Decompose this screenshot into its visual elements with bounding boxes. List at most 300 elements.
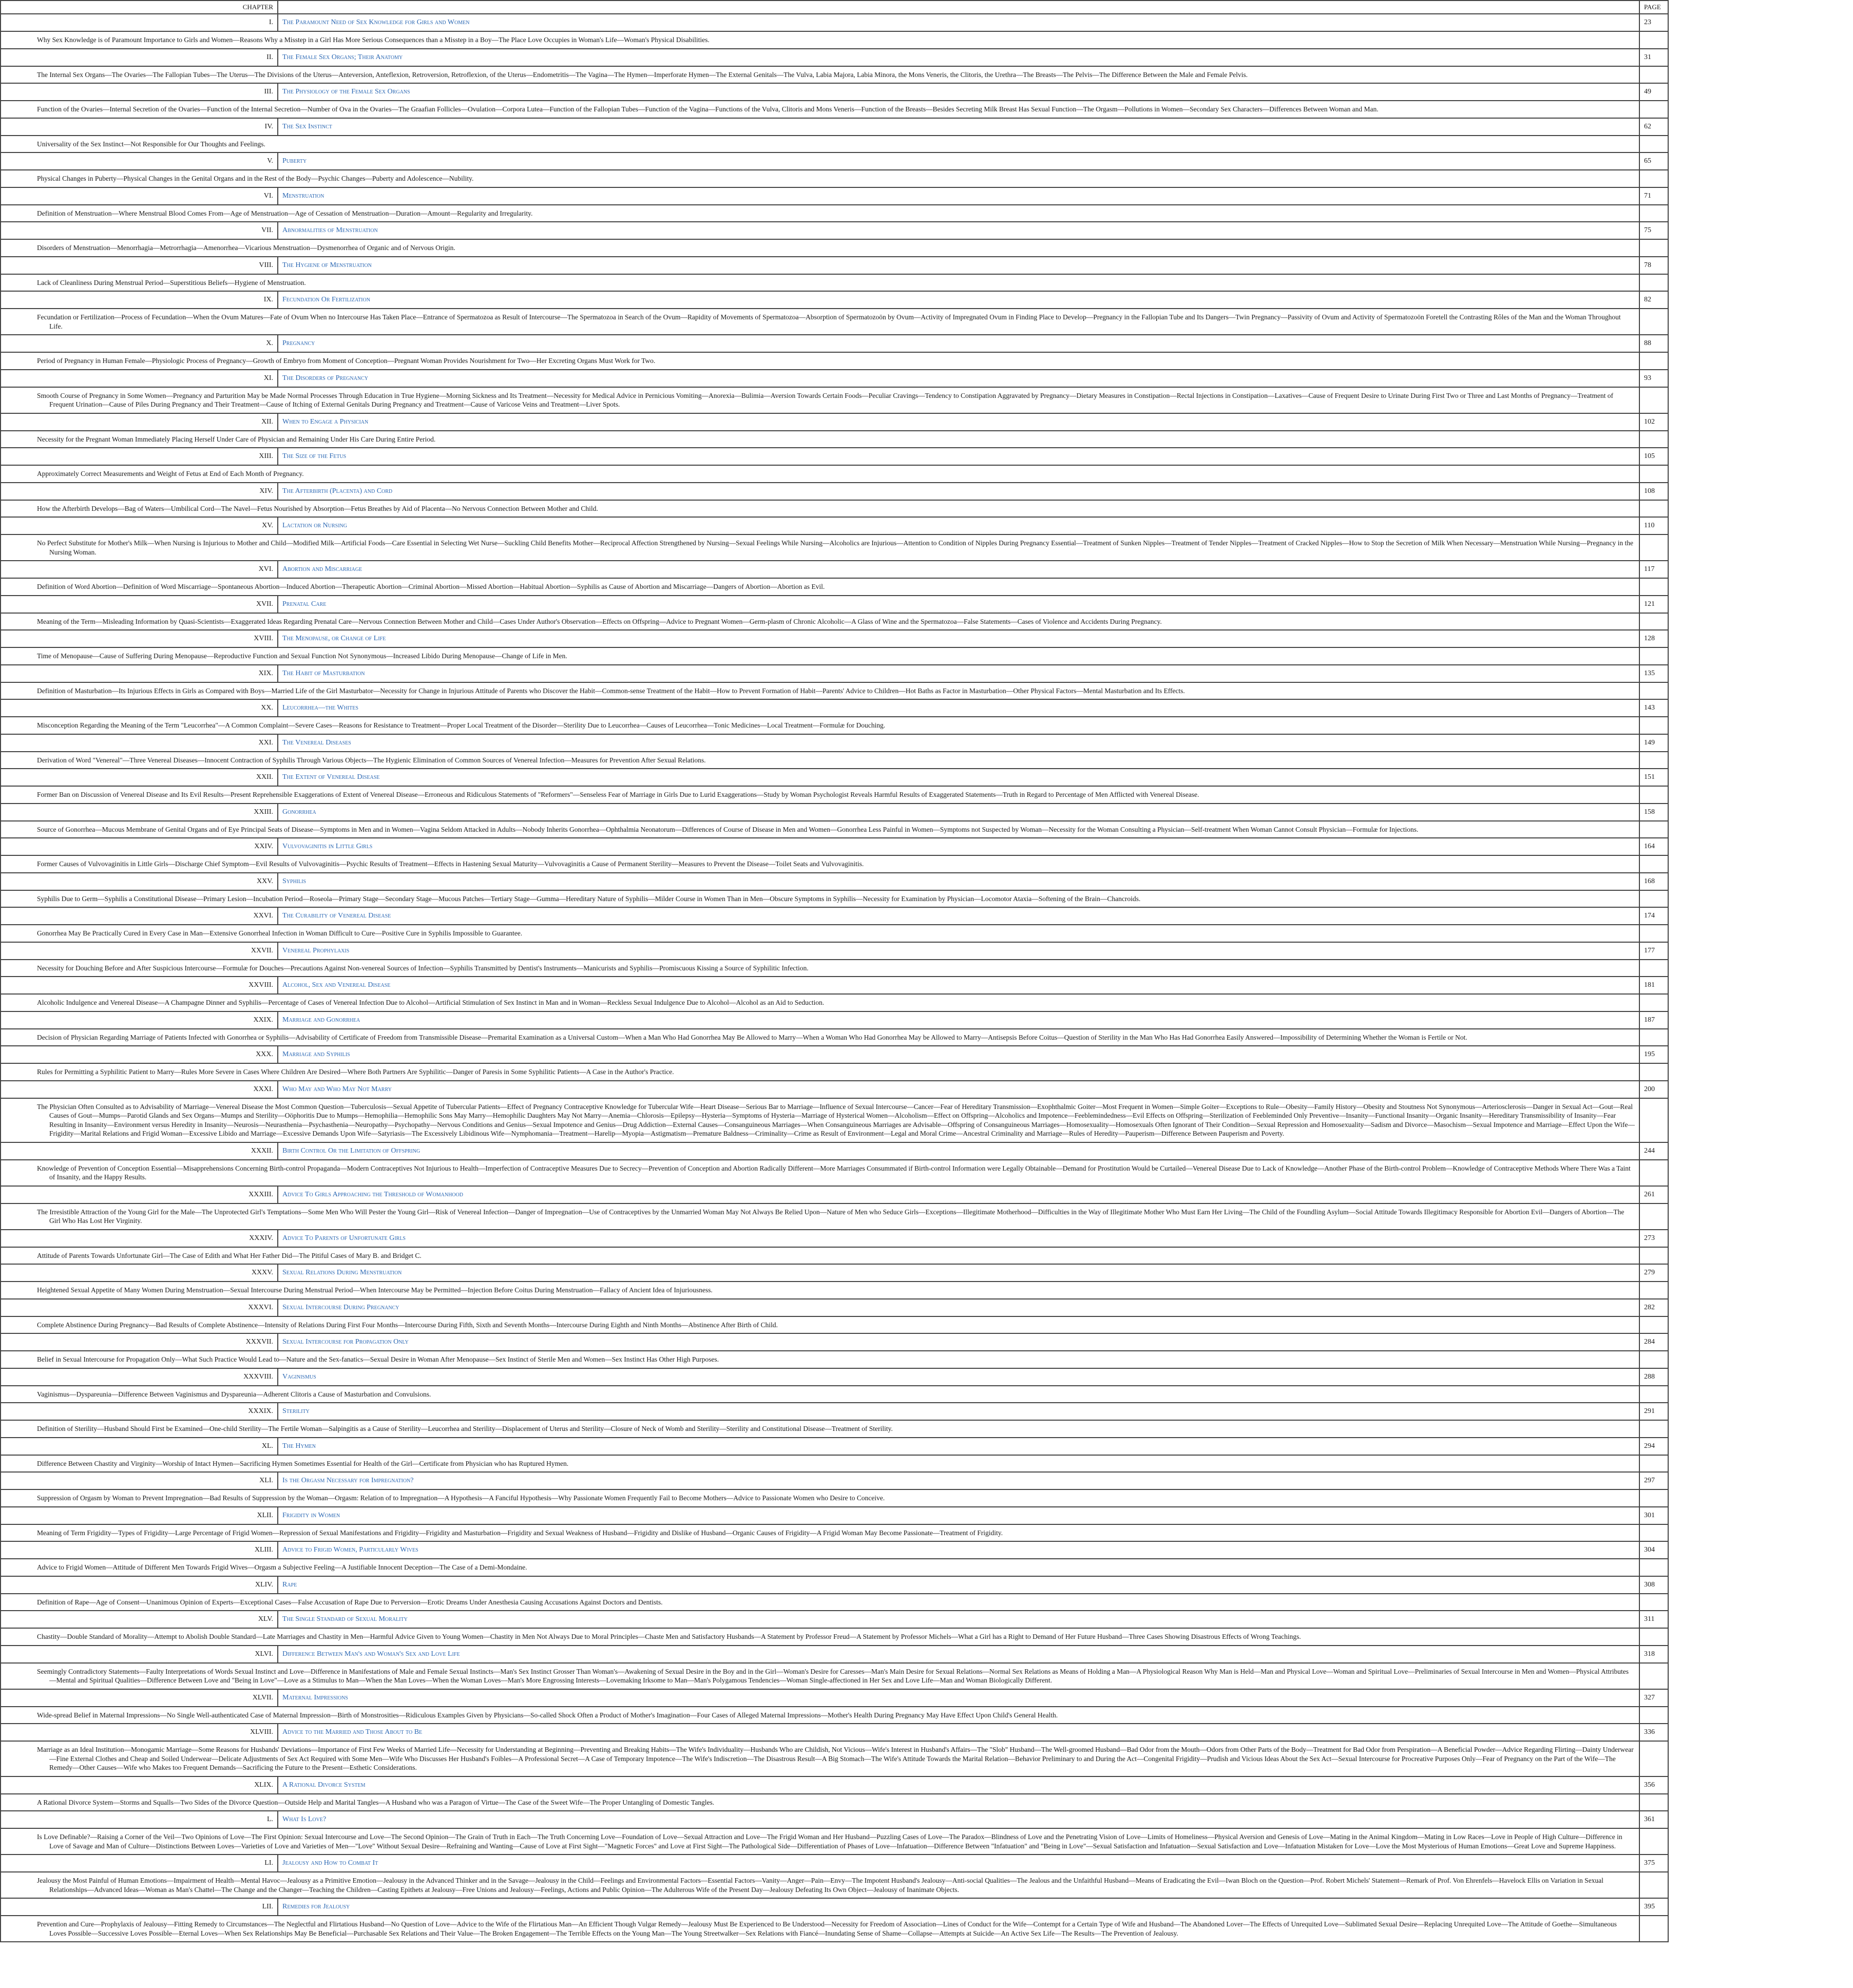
chapter-title-cell <box>278 291 1639 309</box>
chapter-row <box>1 699 1668 717</box>
chapter-row <box>1 804 1668 821</box>
chapter-number: XXXIV. <box>1 1230 278 1247</box>
chapter-summary: Necessity for the Pregnant Woman Immediately Placing Herself Under Care of Physician and Remaining Under His Care During Entire Period. <box>1 431 1639 448</box>
chapter-title-cell <box>278 1011 1639 1029</box>
chapter-title-link[interactable]: The Menopause, or Change of Life <box>282 635 386 642</box>
chapter-summary: Knowledge of Prevention of Conception Essential—Misapprehensions Concerning Birth-control Propaganda—Modern Contraceptives Not Injurious to Health—Imperfection of Contraceptive Measures Due to Secrecy—Prevention of Conception and Abortion Radically Different—More Marriages Consummated if Birth-control Information were Legally Obtainable—Demand for Prostitution Would be Curtailed—Venereal Disease Due to Lack of Knowledge—Another Phase of the Birth-control Problem—Knowledge of Contraceptive Methods Where There Was a Taint of Insanity, and the Happy Results. <box>1 1160 1639 1186</box>
empty-page-cell <box>1639 1872 1668 1898</box>
chapter-number: L. <box>1 1811 278 1828</box>
chapter-summary: The Physician Often Consulted as to Advisability of Marriage—Venereal Disease the Most Common Question—Tuberculosis—Sexual Appetite of Tubercular Patients—Effect of Pregnancy Contraceptive Knowledge for Tubercular Wife—Heart Disease—Serious Bar to Marriage—Influence of Sexual Intercourse—Cancer—Fear of Hereditary Transmission—Exophthalmic Goiter—Most Frequent in Women—Simple Goiter—Exceptions to Rule—Obesity—Family History—Obesity and Stoutness Not Synonymous—Arteriosclerosis—Danger in Sexual Act—Gout—Real Causes of Gout—Mumps—Parotid Glands and Sex Organs—Mumps and Sterility—Oöphoritis Due to Mumps—Hemophilia—Hemophilic Sons May Marry—Hemophilic Daughters May Not Marry—Anemia—Chlorosis—Epilepsy—Hysteria—Symptoms of Hysteria—Marriage of Hysterical Women—Alcoholism—Effect on Offspring—Alcoholics and Impotence—Feeblemindedness—Evil Effects on Offspring—Sterilization of Feebleminded Only Preventive—Insanity—Functional Insanity—Organic Insanity—Hereditary Transmissibility of Insanity—Fear Resulting in Insanity—Environment versus Heredity in Insanity—Neurosis—Neurasthenia—Psychasthenia—Neuropathy—Psychopathy—Nervous Conditions and Genius—Sexual Impotence and Genius—Drug Addiction—External Causes—Consanguineous Marriages—When Consanguineous Marriages are Advisable—Offspring of Consanguineous Marriages—Homosexuality—Homosexuals Often Ignorant of Their Condition—Sexual Repression and Homosexuality—Sadism and Divorce—Masochism—Sexual Impotence and Marriage—Effect Upon the Wife—Frigidity—Marital Relations and Frigid Woman—Excessive Libido and Marriage—Excessive Demands Upon Wife—Satyriasis—The Excessively Libidinous Wife—Nymphomania—Treatment—Harelip—Myopia—Astigmatism—Premature Baldness—Criminality—Crime as Result of Environment—Legal and Moral Crime—Ancestral Criminality and Marriage—Rules of Heredity—Pauperism—Difference Between Pauperism and Poverty. <box>1 1098 1639 1142</box>
chapter-title-link[interactable]: The Curability of Venereal Disease <box>282 912 391 920</box>
empty-page-cell <box>1639 752 1668 769</box>
page-number: 78 <box>1639 257 1668 274</box>
empty-page-cell <box>1639 431 1668 448</box>
chapter-number: XIV. <box>1 483 278 500</box>
chapter-row <box>1 665 1668 682</box>
chapter-summary-row <box>1 1386 1668 1403</box>
chapter-summary-row <box>1 1098 1668 1142</box>
chapter-title-link[interactable]: Sexual Intercourse for Propagation Only <box>282 1338 409 1346</box>
page-number: 110 <box>1639 517 1668 534</box>
chapter-title-link[interactable]: Sexual Intercourse During Pregnancy <box>282 1303 399 1311</box>
chapter-summary: Marriage as an Ideal Institution—Monogamic Marriage—Some Reasons for Husbands' Deviations—Importance of First Few Weeks of Married Life—Necessity for Understanding at Beginning—Preventing and Breaking Habits—The Wife's Individuality—Husbands Who are Childish, Not Vicious—Wife's Interest in Husband's Affairs—The "Slob" Husband—The Well-groomed Husband—Bad Odor from the Mouth—Odors from Other Parts of the Body—Treatment for Bad Odor from Perspiration—A Beneficial Powder—Advice Regarding Flirting—Dainty Underwear—Fine External Clothes and Cheap and Soiled Underwear—Delicate Adjustments of Sex Act Required with Some Men—Wife Who Discusses Her Husband's Foibles—A Professional Secret—A Case of Temporary Impotence—The Wife's Indiscretion—The Disastrous Result—A Big Stomach—The Wife's Attitude Towards the Marital Relation—Behavior Preliminary to and During the Act—Congenital Frigidity—Prudish and Vicious Ideas About the Sex Act—Sexual Intercourse for Procreative Purposes Only—Fear of Pregnancy on the Part of the Wife—The Remedy—Other Causes—Wife who Makes too Frequent Demands—Sacrificing the Future to the Present—Esthetic Considerations. <box>1 1741 1639 1776</box>
chapter-title-link[interactable]: Lactation or Nursing <box>282 522 347 529</box>
chapter-title-link[interactable]: Puberty <box>282 157 307 165</box>
chapter-summary-row <box>1 821 1668 838</box>
chapter-summary: Seemingly Contradictory Statements—Faulty Interpretations of Words Sexual Instinct and Love—Difference in Manifestations of Male and Female Sexual Instincts—Man's Sex Instinct Grosser Than Woman's—Awakening of Sexual Desire in the Boy and in the Girl—Woman's Desire for Caresses—Man's Main Desire for Sexual Relations—Normal Sex Relations as Means of Holding a Man—A Physiological Reason Why Man is Held—Man and Physical Love—Woman and Spiritual Love—Preliminaries of Sexual Intercourse in Men and Women—Physical Attributes—Mental and Spiritual Qualities—Difference Between Love and "Being in Love"—Love as a Stimulus to Man—When the Man Loves—When the Woman Loves—Man's More Engrossing Interests—Lovemaking Irksome to Man—Man's Polygamous Tendencies—Woman Single-affectioned in Her Sex and Love Life—Man and Woman Biologically Different. <box>1 1663 1639 1689</box>
chapter-number: XII. <box>1 413 278 431</box>
chapter-row <box>1 561 1668 578</box>
chapter-title-link[interactable]: Gonorrhea <box>282 808 316 816</box>
empty-page-cell <box>1639 1594 1668 1611</box>
chapter-title-cell <box>278 187 1639 205</box>
chapter-title-cell <box>278 152 1639 170</box>
page-number: 151 <box>1639 769 1668 786</box>
chapter-title-link[interactable]: The Extent of Venereal Disease <box>282 773 380 781</box>
page-number: 65 <box>1639 152 1668 170</box>
chapter-title-cell <box>278 83 1639 101</box>
page-number: 291 <box>1639 1403 1668 1420</box>
chapter-summary: Chastity—Double Standard of Morality—Attempt to Abolish Double Standard—Late Marriages and Chastity in Men—Harmful Advice Given to Young Women—Chastity in Men Not Always Due to Moral Principles—Chaste Men and Satisfactory Husbands—A Statement by Professor Freud—A Statement by Professor Michels—What a Girl has a Right to Demand of Her Future Husband—Three Cases Showing Disastrous Effects of Wrong Teachings. <box>1 1628 1639 1646</box>
chapter-summary: Suppression of Orgasm by Woman to Prevent Impregnation—Bad Results of Suppression by the Woman—Orgasm: Relation of to Impregnation—A Hypothesis—A Fanciful Hypothesis—Why Passionate Women Frequently Fail to Become Mothers—Advice to Passionate Women who Desire to Conceive. <box>1 1489 1639 1507</box>
chapter-summary-row <box>1 1203 1668 1230</box>
empty-page-cell <box>1639 1029 1668 1046</box>
chapter-number: XLVI. <box>1 1646 278 1663</box>
chapter-title-link[interactable]: Vaginismus <box>282 1372 316 1381</box>
chapter-summary-row <box>1 1063 1668 1081</box>
page-number: 93 <box>1639 370 1668 387</box>
chapter-title-cell <box>278 1186 1639 1203</box>
chapter-row <box>1 873 1668 890</box>
chapter-summary: Syphilis Due to Germ—Syphilis a Constitutional Disease—Primary Lesion—Incubation Period—Roseola—Primary Stage—Secondary Stage—Mucous Patches—Tertiary Stage—Gumma—Hereditary Nature of Syphilis—Milder Course in Women Than in Men—Obscure Symptoms in Syphilis—Necessity for Examination by Physician—Locomotor Ataxia—Softening of the Brain—Chancroids. <box>1 890 1639 908</box>
chapter-title-link[interactable]: Venereal Prophylaxis <box>282 946 350 954</box>
chapter-summary: Meaning of Term Frigidity—Types of Frigidity—Large Percentage of Frigid Women—Repression of Sexual Manifestations and Frigidity—Frigidity and Masturbation—Frigidity and Sexual Weakness of Husband—Frigidity and Dislike of Husband—Organic Causes of Frigidity—A Frigid Woman May Become Passionate—Treatment of Frigidity. <box>1 1524 1639 1542</box>
chapter-title-cell <box>278 907 1639 925</box>
chapter-title-link[interactable]: Maternal Impressions <box>282 1693 348 1702</box>
chapter-row <box>1 1472 1668 1489</box>
chapter-title-link[interactable]: Abortion and Miscarriage <box>282 565 362 573</box>
empty-page-cell <box>1639 682 1668 700</box>
chapter-number: VI. <box>1 187 278 205</box>
chapter-title-cell <box>278 665 1639 682</box>
chapter-title-link[interactable]: The Female Sex Organs; Their Anatomy <box>282 53 403 61</box>
chapter-title-link[interactable]: Who May and Who May Not Marry <box>282 1085 392 1093</box>
chapter-number: XV. <box>1 517 278 534</box>
page-number: 297 <box>1639 1472 1668 1489</box>
chapter-summary-row <box>1 1524 1668 1542</box>
page-number: 75 <box>1639 222 1668 239</box>
chapter-summary-row <box>1 578 1668 596</box>
chapter-row <box>1 977 1668 994</box>
chapter-number: XLII. <box>1 1507 278 1524</box>
page-number: 318 <box>1639 1646 1668 1663</box>
page-number: 164 <box>1639 838 1668 855</box>
empty-page-cell <box>1639 821 1668 838</box>
page-number: 143 <box>1639 699 1668 717</box>
chapter-title-cell <box>278 1776 1639 1794</box>
chapter-row <box>1 1368 1668 1386</box>
chapter-summary: Alcoholic Indulgence and Venereal Disease—A Champagne Dinner and Syphilis—Percentage of Cases of Venereal Infection Due to Alcohol—Artificial Stimulation of Sex Instinct in Man and in Woman—Reckless Sexual Indulgence Due to Alcohol—Alcohol as an Aid to Seduction. <box>1 994 1639 1011</box>
chapter-summary-row <box>1 1828 1668 1855</box>
chapter-number: XIII. <box>1 448 278 465</box>
chapter-title-cell <box>278 370 1639 387</box>
chapter-title-link[interactable]: Advice To Parents of Unfortunate Girls <box>282 1234 406 1242</box>
page-number: 62 <box>1639 118 1668 136</box>
chapter-summary-row <box>1 1707 1668 1724</box>
page-number: 301 <box>1639 1507 1668 1524</box>
empty-page-cell <box>1639 500 1668 518</box>
chapter-summary: Source of Gonorrhea—Mucous Membrane of Genital Organs and of Eye Principal Seats of Disease—Symptoms in Men and in Women—Vagina Seldom Attacked in Adults—Nobody Inherits Gonorrhea—Ophthalmia Neonatorum—Differences of Course of Disease in Men and Women—Gonorrhea Less Painful in Women—Symptoms not Suspected by Woman—Necessity for the Woman Consulting a Physician—Self-treatment When Woman Cannot Consult Physician—Formulæ for Injections. <box>1 821 1639 838</box>
empty-page-cell <box>1639 1098 1668 1142</box>
chapter-title-cell <box>278 630 1639 647</box>
empty-page-cell <box>1639 1741 1668 1776</box>
empty-page-cell <box>1639 1063 1668 1081</box>
chapter-row <box>1 257 1668 274</box>
empty-page-cell <box>1639 1628 1668 1646</box>
chapter-row <box>1 291 1668 309</box>
chapter-number: XXIX. <box>1 1011 278 1029</box>
chapter-summary-row <box>1 101 1668 118</box>
chapter-row <box>1 1403 1668 1420</box>
chapter-summary-row <box>1 855 1668 873</box>
chapter-title-cell <box>278 14 1639 31</box>
page-number: 244 <box>1639 1142 1668 1160</box>
page-number: 336 <box>1639 1724 1668 1741</box>
empty-page-cell <box>1639 1282 1668 1299</box>
chapter-row <box>1 335 1668 352</box>
chapter-summary-row <box>1 1160 1668 1186</box>
chapter-row <box>1 1611 1668 1628</box>
chapter-number: XXII. <box>1 769 278 786</box>
chapter-title-cell <box>278 873 1639 890</box>
chapter-summary: Fecundation or Fertilization—Process of Fecundation—When the Ovum Matures—Fate of Ovum When no Intercourse Has Taken Place—Entrance of Spermatozoa as Result of Intercourse—The Spermatozoa in Search of the Ovum—Rapidity of Movements of Spermatozoa—Absorption of Spermatozoön by Ovum—Activity of Impregnated Ovum in Finding Place to Develop—Pregnancy in the Fallopian Tube and Its Dangers—Twin Pregnancy—Passivity of Ovum and Activity of Spermatozoön Foretell the Contrasting Rôles of the Man and the Woman Throughout Life. <box>1 309 1639 335</box>
chapter-summary: Vaginismus—Dyspareunia—Difference Between Vaginismus and Dyspareunia—Adherent Clitoris a Cause of Masturbation and Convulsions. <box>1 1386 1639 1403</box>
chapter-title-link[interactable]: The Hymen <box>282 1442 316 1450</box>
chapter-row <box>1 49 1668 66</box>
chapter-row <box>1 630 1668 647</box>
chapter-summary: Rules for Permitting a Syphilitic Patient to Marry—Rules More Severe in Cases Where Children Are Desired—Where Both Partners Are Syphilitic—Danger of Paresis in Some Syphilitic Patients—A Case in the Author's Practice. <box>1 1063 1639 1081</box>
empty-page-cell <box>1639 786 1668 804</box>
chapter-row <box>1 1333 1668 1351</box>
chapter-summary: Attitude of Parents Towards Unfortunate Girl—The Case of Edith and What Her Father Did—The Pitiful Cases of Mary B. and Bridget C. <box>1 1247 1639 1265</box>
chapter-number: IV. <box>1 118 278 136</box>
empty-page-cell <box>1639 387 1668 413</box>
empty-page-cell <box>1639 994 1668 1011</box>
chapter-row <box>1 483 1668 500</box>
chapter-summary-row <box>1 31 1668 49</box>
chapter-summary-row <box>1 66 1668 84</box>
chapter-number: XXV. <box>1 873 278 890</box>
chapter-title-cell <box>278 49 1639 66</box>
chapter-title-cell <box>278 1724 1639 1741</box>
chapter-summary: Is Love Definable?—Raising a Corner of the Veil—Two Opinions of Love—The First Opinion: Sexual Intercourse and Love—The Second Opinion—The Grain of Truth in Each—The Truth Concerning Love—Foundation of Love—Sexual Attraction and Love—The Frigid Woman and Her Husband—Puzzling Cases of Love—The Paradox—Blindness of Love and the Penetrating Vision of Love—Limits of Homeliness—Physical Aversion and Genesis of Love—Mating in the Animal Kingdom—Mating in Low Races—Love in People of High Culture—Difference in Love of Savage and Man of Culture—Distinctions Between Loves—Varieties of Love and Varieties of Men—"Love" Without Sexual Desire—Refraining and Wanting—Cause of Love at First Sight—"Magnetic Forces" and Love at First Sight—The Pathological Side—Differentiation of Phases of Love—Infatuation—Difference Between "Infatuation" and "Being in Love"—Sexual Satisfaction and Infatuation—Sexual Satisfaction and Love—Infatuation Mistaken for Love—Love the Most Mysterious of Human Emotions—Great Love and Supreme Happiness. <box>1 1828 1639 1855</box>
chapter-row <box>1 1776 1668 1794</box>
page-number: 49 <box>1639 83 1668 101</box>
page-number: 102 <box>1639 413 1668 431</box>
chapter-number: XXI. <box>1 734 278 752</box>
chapter-number: XXXI. <box>1 1081 278 1098</box>
chapter-summary: Definition of Masturbation—Its Injurious Effects in Girls as Compared with Boys—Married Life of the Girl Masturbator—Necessity for Change in Injurious Attitude of Parents who Discover the Habit—Common-sense Treatment of the Habit—How to Prevent Formation of Habit—Parents' Advice to Children—Hot Baths as Factor in Masturbation—Other Physical Factors—Mental Masturbation and Its Effects. <box>1 682 1639 700</box>
chapter-title-link[interactable]: A Rational Divorce System <box>282 1781 366 1789</box>
chapter-row <box>1 1264 1668 1282</box>
chapter-title-cell <box>278 1689 1639 1707</box>
page-number: 304 <box>1639 1541 1668 1559</box>
chapter-number: XXXVI. <box>1 1299 278 1316</box>
chapter-number: XLIX. <box>1 1776 278 1794</box>
chapter-number: XXXVII. <box>1 1333 278 1351</box>
chapter-summary-row <box>1 1316 1668 1334</box>
chapter-number: XLVII. <box>1 1689 278 1707</box>
chapter-summary-row <box>1 1559 1668 1576</box>
chapter-row <box>1 14 1668 31</box>
chapter-summary-row <box>1 170 1668 187</box>
chapter-summary-row <box>1 1794 1668 1811</box>
chapter-number: IX. <box>1 291 278 309</box>
chapter-row <box>1 942 1668 960</box>
chapter-title-cell <box>278 1368 1639 1386</box>
chapter-row <box>1 1724 1668 1741</box>
empty-page-cell <box>1639 647 1668 665</box>
chapter-row <box>1 1541 1668 1559</box>
chapter-row <box>1 734 1668 752</box>
empty-page-cell <box>1639 66 1668 84</box>
chapter-title-link[interactable]: Rape <box>282 1580 297 1589</box>
chapter-title-cell <box>278 257 1639 274</box>
chapter-summary-row <box>1 1029 1668 1046</box>
empty-page-cell <box>1639 925 1668 942</box>
chapter-title-link[interactable]: What Is Love? <box>282 1815 327 1823</box>
chapter-summary-row <box>1 205 1668 222</box>
chapter-number: III. <box>1 83 278 101</box>
chapter-title-link[interactable]: The Afterbirth (Placenta) and Cord <box>282 487 393 495</box>
chapter-number: LII. <box>1 1898 278 1916</box>
chapter-number: XLVIII. <box>1 1724 278 1741</box>
page-number: 128 <box>1639 630 1668 647</box>
chapter-title-cell <box>278 1855 1639 1872</box>
chapter-title-link[interactable]: Sterility <box>282 1407 310 1415</box>
chapter-number: XXXVIII. <box>1 1368 278 1386</box>
empty-page-cell <box>1639 1828 1668 1855</box>
page-number: 105 <box>1639 448 1668 465</box>
chapter-summary: Definition of Word Abortion—Definition of Word Miscarriage—Spontaneous Abortion—Induced Abortion—Therapeutic Abortion—Criminal Abortion—Missed Abortion—Habitual Abortion—Syphilis as Cause of Abortion and Miscarriage—Dangers of Abortion—Abortion as Evil. <box>1 578 1639 596</box>
chapter-title-cell <box>278 483 1639 500</box>
chapter-number: XXVII. <box>1 942 278 960</box>
chapter-title-link[interactable]: Advice To Girls Approaching the Threshold of Womanhood <box>282 1190 463 1198</box>
chapter-title-cell <box>278 118 1639 136</box>
chapter-title-link[interactable]: Leucorrhea—the Whites <box>282 704 358 712</box>
chapter-summary: Prevention and Cure—Prophylaxis of Jealousy—Fitting Remedy to Circumstances—The Neglectful and Flirtatious Husband—No Question of Love—Advice to the Wife of the Flirtatious Man—An Efficient Though Vulgar Remedy—Jealousy Must Be Experienced to Be Understood—Necessity for Freedom of Association—Lines of Conduct for the Wife—Contempt for a Certain Type of Wife and Husband—The Abandoned Lover—The Effects of Unrequited Love—Sublimated Sexual Desire—Replacing Unrequited Love—The Attitude of Goethe—Simultaneous Loves Possible—Successive Loves Possible—Eternal Loves—When Sex Relationships May Be Beneficial—Purchasable Sex Relations and Their Value—The Broken Engagement—The Terrible Effects on the Young Man—The Young Streetwalker—Sex Relations with Fiancé—Inundating Sense of Shame—Collapse—Attempts at Suicide—An Active Sex Life—The Results—The Prevention of Jealousy. <box>1 1916 1639 1942</box>
chapter-title-link[interactable]: The Single Standard of Sexual Morality <box>282 1615 408 1623</box>
chapter-number: XXVIII. <box>1 977 278 994</box>
chapter-title-link[interactable]: The Habit of Masturbation <box>282 669 365 677</box>
chapter-row <box>1 907 1668 925</box>
chapter-title-cell <box>278 838 1639 855</box>
chapter-summary-row <box>1 352 1668 370</box>
chapter-number: XVIII. <box>1 630 278 647</box>
chapter-title-link[interactable]: When to Engage a Physician <box>282 417 369 426</box>
empty-page-cell <box>1639 1247 1668 1265</box>
chapter-number: XXXV. <box>1 1264 278 1282</box>
chapter-summary: Definition of Menstruation—Where Menstrual Blood Comes From—Age of Menstruation—Age of Cessation of Menstruation—Duration—Amount—Regularity and Irregularity. <box>1 205 1639 222</box>
chapter-number: XL. <box>1 1438 278 1455</box>
empty-page-cell <box>1639 1455 1668 1473</box>
chapter-title-link[interactable]: Difference Between Man's and Woman's Sex and Love Life <box>282 1650 460 1658</box>
chapter-title-link[interactable]: Prenatal Care <box>282 600 327 608</box>
chapter-summary-row <box>1 1455 1668 1473</box>
chapter-number: V. <box>1 152 278 170</box>
chapter-summary: Advice to Frigid Women—Attitude of Different Men Towards Frigid Wives—Orgasm a Subjective Feeling—A Justifiable Innocent Deception—The Case of a Demi-Mondaine. <box>1 1559 1639 1576</box>
page-number: 361 <box>1639 1811 1668 1828</box>
chapter-summary-row <box>1 1247 1668 1265</box>
page-number: 158 <box>1639 804 1668 821</box>
chapter-title-link[interactable]: Sexual Relations During Menstruation <box>282 1269 402 1276</box>
chapter-summary-row <box>1 1489 1668 1507</box>
page-number: 177 <box>1639 942 1668 960</box>
chapter-title-cell <box>278 1646 1639 1663</box>
chapter-summary-row <box>1 500 1668 518</box>
chapter-summary-row <box>1 786 1668 804</box>
chapter-title-link[interactable]: Advice to Frigid Women, Particularly Wives <box>282 1546 418 1554</box>
chapter-title-link[interactable]: Frigidity in Women <box>282 1511 340 1519</box>
chapter-row <box>1 1855 1668 1872</box>
chapter-number: XXX. <box>1 1046 278 1063</box>
chapter-title-cell <box>278 1046 1639 1063</box>
chapter-row <box>1 187 1668 205</box>
chapter-row <box>1 1299 1668 1316</box>
empty-page-cell <box>1639 1203 1668 1230</box>
empty-page-cell <box>1639 170 1668 187</box>
empty-page-cell <box>1639 1663 1668 1689</box>
chapter-number: XXIV. <box>1 838 278 855</box>
chapter-summary-row <box>1 925 1668 942</box>
chapter-number: XLI. <box>1 1472 278 1489</box>
chapter-title-cell <box>278 413 1639 431</box>
chapter-title-cell <box>278 448 1639 465</box>
page-number: 288 <box>1639 1368 1668 1386</box>
chapter-title-cell <box>278 1333 1639 1351</box>
chapter-title-link[interactable]: The Hygiene of Menstruation <box>282 261 372 269</box>
chapter-number: XVII. <box>1 596 278 613</box>
chapter-summary: Heightened Sexual Appetite of Many Women During Menstruation—Sexual Intercourse During Menstrual Period—When Intercourse May be Permitted—Injection Before Coitus During Menstruation—Fallacy of Ancient Idea of Injuriousness. <box>1 1282 1639 1299</box>
chapter-title-link[interactable]: The Physiology of the Female Sex Organs <box>282 88 410 95</box>
chapter-title-link[interactable]: The Size of the Fetus <box>282 452 347 460</box>
empty-page-cell <box>1639 31 1668 49</box>
chapter-summary-row <box>1 1628 1668 1646</box>
chapter-title-cell <box>278 1472 1639 1489</box>
chapter-title-link[interactable]: Jealousy and How to Combat It <box>282 1859 378 1867</box>
chapter-number: XLV. <box>1 1611 278 1628</box>
chapter-summary: Gonorrhea May Be Practically Cured in Every Case in Man—Extensive Gonorrheal Infection in Woman Difficult to Cure—Positive Cure in Syphilis Impossible to Guarantee. <box>1 925 1639 942</box>
chapter-summary-row <box>1 136 1668 153</box>
chapter-summary: Function of the Ovaries—Internal Secretion of the Ovaries—Function of the Internal Secretion—Number of Ova in the Ovaries—The Graafian Follicles—Ovulation—Corpora Lutea—Function of the Fallopian Tubes—Function of the Vagina—Functions of the Vulva, Clitoris and Mons Veneris—Function of the Breasts—Besides Secreting Milk Breast Has Sexual Function—The Orgasm—Pollutions in Women—Secondary Sex Characters—Differences Between Woman and Man. <box>1 101 1639 118</box>
chapter-title-link[interactable]: Vulvovaginitis in Little Girls <box>282 843 373 850</box>
chapter-title-link[interactable]: The Sex Instinct <box>282 122 332 130</box>
chapter-title-link[interactable]: Pregnancy <box>282 339 315 347</box>
chapter-row <box>1 1576 1668 1594</box>
empty-page-cell <box>1639 352 1668 370</box>
chapter-summary: Smooth Course of Pregnancy in Some Women—Pregnancy and Parturition May be Made Normal Processes Through Education in True Hygiene—Morning Sickness and Its Treatment—Necessity for Medical Advice in Pernicious Vomiting—Anorexia—Bulimia—Aversion Towards Certain Foods—Peculiar Cravings—Tendency to Constipation Aggravated by Pregnancy—Dietary Measures in Constipation—Rectal Injections in Constipation—Laxatives—Cause of Frequent Desire to Urinate During First Two or Three and Last Months of Pregnancy—Treatment of Frequent Urination—Cause of Piles During Pregnancy and Their Treatment—Cause of Itching of External Genitals During Pregnancy and Treatment—Cause of Varicose Veins and Treatment—Liver Spots. <box>1 387 1639 413</box>
chapter-title-link[interactable]: The Disorders of Pregnancy <box>282 374 368 382</box>
chapter-summary: No Perfect Substitute for Mother's Milk—When Nursing is Injurious to Mother and Child—Modified Milk—Artificial Foods—Care Essential in Selecting Wet Nurse—Suckling Child Benefits Mother—Reciprocal Affection Strengthened by Nursing—Sexual Feelings While Nursing—Alcoholics are Injurious—Attention to Condition of Nipples During Pregnancy Essential—Treatment of Sunken Nipples—Treatment of Tender Nipples—Treatment of Cracked Nipples—How to Stop the Secretion of Milk When Necessary—Menstruation While Nursing—Pregnancy in the Nursing Woman. <box>1 534 1639 561</box>
chapter-title-cell <box>278 222 1639 239</box>
chapter-summary: Jealousy the Most Painful of Human Emotions—Impairment of Health—Mental Havoc—Jealousy as a Primitive Emotion—Jealousy in the Advanced Thinker and in the Savage—Jealousy in the Child—Feelings and Environmental Factors—Essential Factors—Vanity—Anger—Pain—Envy—The Impotent Husband's Jealousy—Anti-social Qualities—The Jealous and the Unfaithful Husband—Means of Eradicating the Evil—Iwan Bloch on the Question—Prof. Robert Michels' Statement—Remark of Prof. Von Ehrenfels—Havelock Ellis on Variation in Sexual Relationships—Advanced Ideas—Woman as Man's Chattel—The Change and the Changer—Teaching the Children—Casting Epithets at Jealousy—Free Unions and Jealousy—Feelings, Actions and Public Opinion—The Adulterous Wife of the Present Day—Jealousy Defeating Its Own Object—Jealousy of Inanimate Objects. <box>1 1872 1639 1898</box>
chapter-summary: Belief in Sexual Intercourse for Propagation Only—What Such Practice Would Lead to—Nature and the Sex-fanatics—Sexual Desire in Woman After Menopause—Sex Instinct of Sterile Men and Women—Sex Instinct Has Other High Purposes. <box>1 1351 1639 1368</box>
chapter-row <box>1 1646 1668 1663</box>
chapter-title-link[interactable]: The Paramount Need of Sex Knowledge for Girls and Women <box>282 18 470 26</box>
chapter-title-link[interactable]: Marriage and Gonorrhea <box>282 1016 360 1024</box>
chapter-summary-row <box>1 387 1668 413</box>
chapter-title-link[interactable]: Alcohol, Sex and Venereal Disease <box>282 981 391 989</box>
chapter-title-cell <box>278 1403 1639 1420</box>
chapter-title-link[interactable]: Marriage and Syphilis <box>282 1050 350 1058</box>
chapter-row <box>1 1142 1668 1160</box>
chapter-row <box>1 222 1668 239</box>
chapter-title-link[interactable]: Advice to the Married and Those About to Be <box>282 1728 423 1736</box>
chapter-summary-row <box>1 465 1668 483</box>
chapter-row <box>1 1081 1668 1098</box>
chapter-title-cell <box>278 1611 1639 1628</box>
chapter-row <box>1 1230 1668 1247</box>
page-number: 273 <box>1639 1230 1668 1247</box>
chapter-number: XXVI. <box>1 907 278 925</box>
empty-page-cell <box>1639 890 1668 908</box>
chapter-title-cell <box>278 1811 1639 1828</box>
page-number: 308 <box>1639 1576 1668 1594</box>
chapter-number: XXXII. <box>1 1142 278 1160</box>
chapter-title-link[interactable]: Birth Control Or the Limitation of Offspring <box>282 1146 421 1155</box>
chapter-title-link[interactable]: Menstruation <box>282 192 324 200</box>
page-number: 200 <box>1639 1081 1668 1098</box>
chapter-summary: Approximately Correct Measurements and Weight of Fetus at End of Each Month of Pregnancy. <box>1 465 1639 483</box>
chapter-title-link[interactable]: Fecundation Or Fertilization <box>282 296 370 303</box>
chapter-summary: How the Afterbirth Develops—Bag of Waters—Umbilical Cord—The Navel—Fetus Nourished by Absorption—Fetus Breathes by Aid of Placenta—No Nervous Connection Between Mother and Child. <box>1 500 1639 518</box>
page-number: 311 <box>1639 1611 1668 1628</box>
chapter-summary-row <box>1 994 1668 1011</box>
chapter-summary-row <box>1 1872 1668 1898</box>
chapter-title-link[interactable]: The Venereal Diseases <box>282 738 351 747</box>
chapter-title-link[interactable]: Remedies for Jealousy <box>282 1903 350 1910</box>
chapter-number: XVI. <box>1 561 278 578</box>
page-number: 187 <box>1639 1011 1668 1029</box>
chapter-number: X. <box>1 335 278 352</box>
chapter-number: XIX. <box>1 665 278 682</box>
chapter-number: VII. <box>1 222 278 239</box>
empty-page-cell <box>1639 1559 1668 1576</box>
chapter-number: II. <box>1 49 278 66</box>
empty-page-cell <box>1639 309 1668 335</box>
page-number: 356 <box>1639 1776 1668 1794</box>
page-number: 181 <box>1639 977 1668 994</box>
chapter-row <box>1 1011 1668 1029</box>
chapter-summary: The Internal Sex Organs—The Ovaries—The Fallopian Tubes—The Uterus—The Divisions of the Uterus—Anteversion, Anteflexion, Retroversion, Retroflexion, of the Uterus—Endometritis—The Vagina—The Hymen—Imperforate Hymen—The External Genitals—The Vulva, Labia Majora, Labia Minora, the Mons Veneris, the Clitoris, the Urethra—The Breasts—The Pelvis—The Difference Between the Male and Female Pelvis. <box>1 66 1639 84</box>
chapter-title-cell <box>278 1438 1639 1455</box>
chapter-summary: Universality of the Sex Instinct—Not Responsible for Our Thoughts and Feelings. <box>1 136 1639 153</box>
chapter-summary: Complete Abstinence During Pregnancy—Bad Results of Complete Abstinence—Intensity of Relations During First Four Months—Intercourse During Fifth, Sixth and Seventh Months—Intercourse During Eighth and Ninth Months—Abstinence After Birth of Child. <box>1 1316 1639 1334</box>
chapter-column-header: CHAPTER <box>1 1 278 14</box>
empty-page-cell <box>1639 1707 1668 1724</box>
chapter-title-link[interactable]: Abnormalities of Menstruation <box>282 226 378 234</box>
chapter-title-link[interactable]: Syphilis <box>282 877 307 885</box>
chapter-summary: Lack of Cleanliness During Menstrual Period—Superstitious Beliefs—Hygiene of Menstruation. <box>1 274 1639 292</box>
chapter-summary-row <box>1 274 1668 292</box>
chapter-row <box>1 1046 1668 1063</box>
chapter-title-link[interactable]: Is the Orgasm Necessary for Impregnation? <box>282 1477 414 1484</box>
chapter-title-cell <box>278 1576 1639 1594</box>
chapter-summary: A Rational Divorce System—Storms and Squalls—Two Sides of the Divorce Question—Outside Help and Marital Tangles—A Husband who was a Paragon of Virtue—The Case of the Sweet Wife—The Proper Untangling of Domestic Tangles. <box>1 1794 1639 1811</box>
chapter-row <box>1 1898 1668 1916</box>
chapter-title-cell <box>278 804 1639 821</box>
page-number: 149 <box>1639 734 1668 752</box>
empty-page-cell <box>1639 101 1668 118</box>
